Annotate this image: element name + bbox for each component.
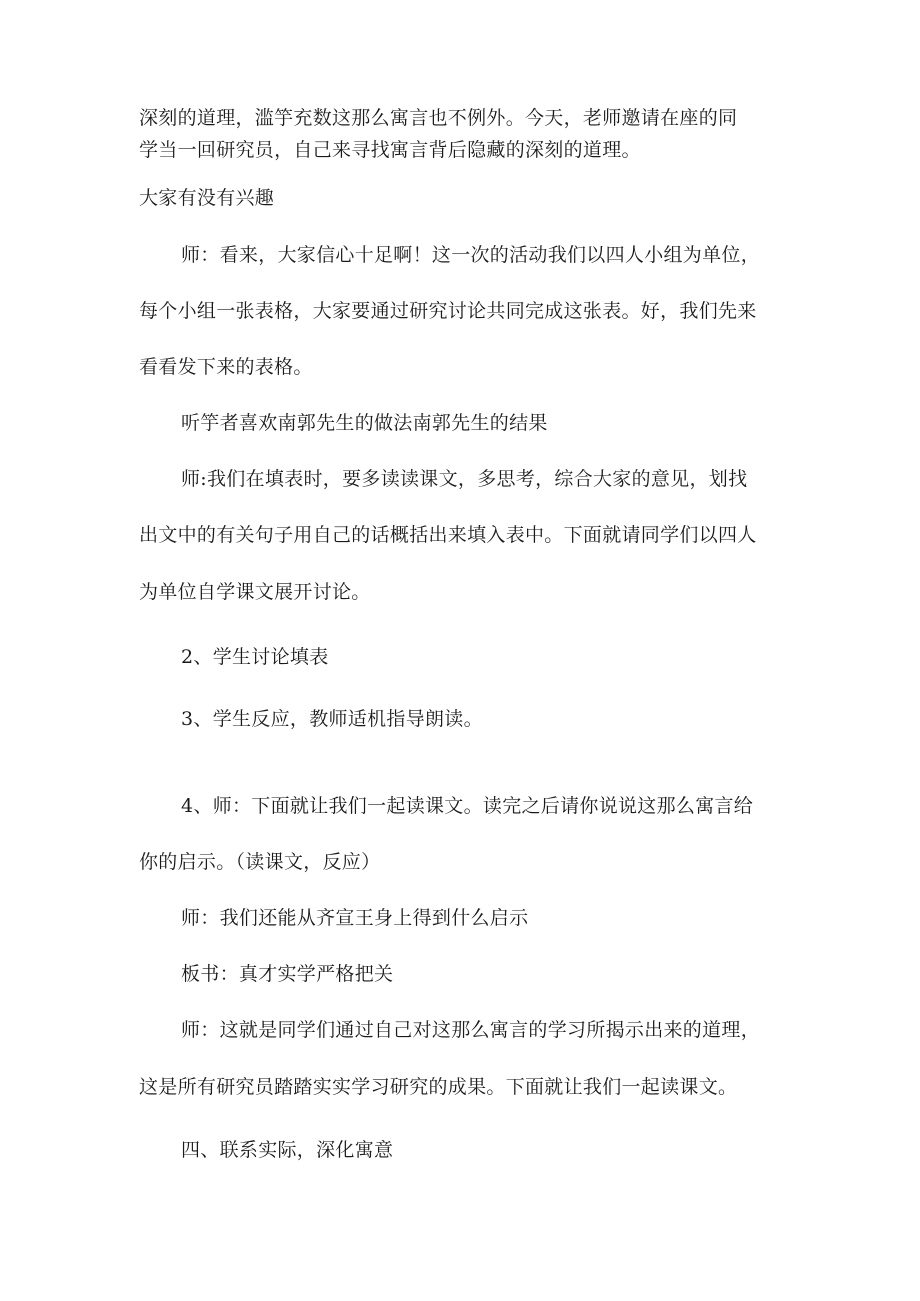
- paragraph-line: 师:我们在填表时，要多读读课文，多思考，综合大家的意见，划找: [181, 468, 748, 490]
- step-line: 3、学生反应，教师适机指导朗读。: [181, 708, 483, 730]
- paragraph-line: 师：我们还能从齐宣王身上得到什么启示: [181, 907, 529, 929]
- paragraph-line: 看看发下来的表格。: [139, 356, 313, 378]
- step-line: 4、师：下面就让我们一起读课文。读完之后请你说说这那么寓言给: [181, 795, 754, 817]
- paragraph-line: 出文中的有关句子用自己的话概括出来填入表中。下面就请同学们以四人: [139, 524, 757, 546]
- paragraph-line: 学当一回研究员，自己来寻找寓言背后隐藏的深刻的道理。: [139, 139, 641, 161]
- paragraph-line: 深刻的道理，滥竽充数这那么寓言也不例外。今天，老师邀请在座的同: [139, 107, 738, 129]
- paragraph-line: 你的启示。（读课文，反应）: [139, 851, 381, 873]
- paragraph-line: 大家有没有兴趣: [139, 187, 275, 209]
- paragraph-line: 这是所有研究员踏踏实实学习研究的成果。下面就让我们一起读课文。: [139, 1076, 738, 1098]
- paragraph-line: 师：这就是同学们通过自己对这那么寓言的学习所揭示出来的道理，: [181, 1019, 761, 1041]
- paragraph-line: 师：看来，大家信心十足啊！这一次的活动我们以四人小组为单位，: [181, 244, 761, 266]
- step-line: 2、学生讨论填表: [181, 646, 329, 668]
- paragraph-line: 为单位自学课文展开讨论。: [139, 581, 371, 603]
- paragraph-line: 每个小组一张表格，大家要通过研究讨论共同完成这张表。好，我们先来: [139, 300, 757, 322]
- section-heading: 四、联系实际，深化寓意: [181, 1139, 394, 1161]
- blackboard-line: 板书：真才实学严格把关: [181, 963, 394, 985]
- table-caption-line: 听竽者喜欢南郭先生的做法南郭先生的结果: [181, 412, 548, 434]
